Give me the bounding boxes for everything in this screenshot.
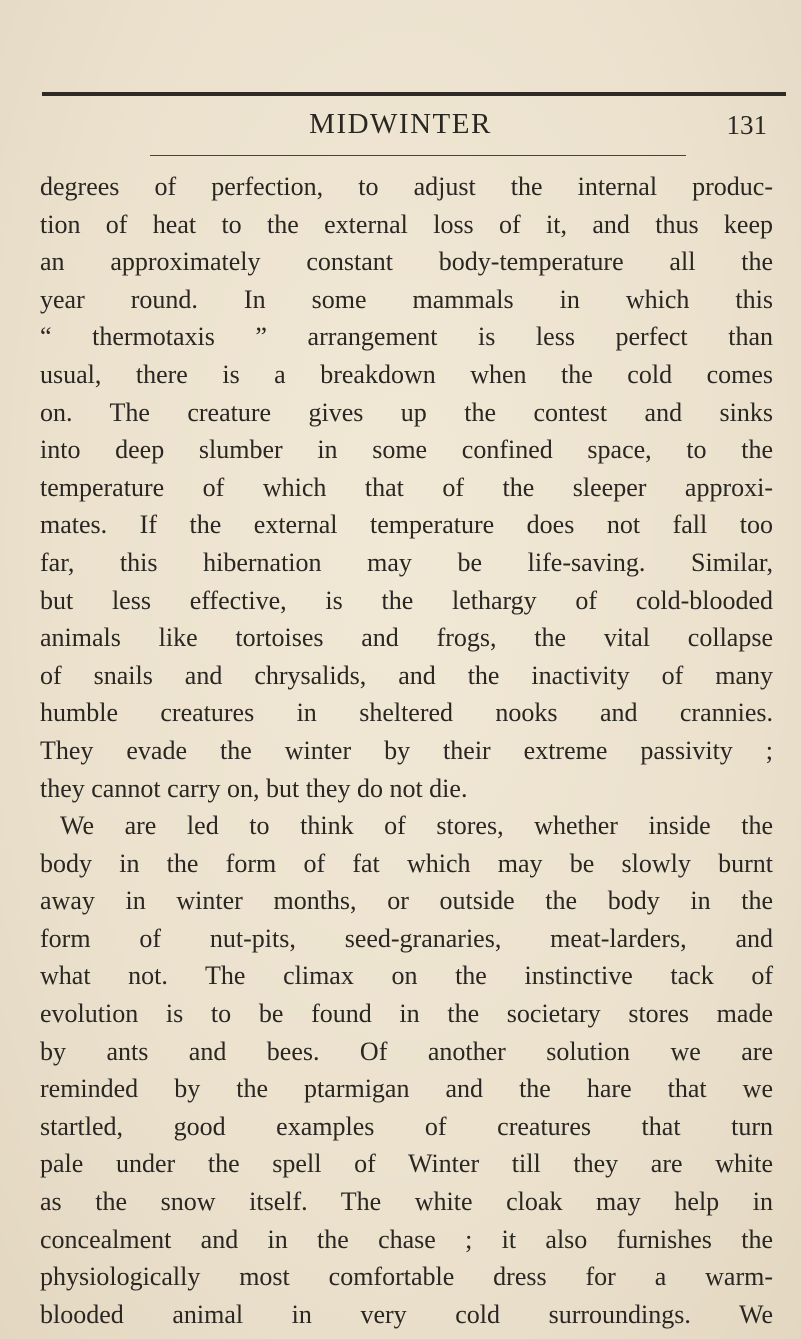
text-line: but less effective, is the lethargy of cold-blooded [40,585,773,615]
text-line: evolution is to be found in the societary stores made [40,999,773,1029]
text-line: “ thermotaxis ” arrangement is less perfect than [40,322,773,352]
header-rule [150,155,686,156]
text-line: form of nut-pits, seed-granaries, meat-larders, and [40,923,773,953]
text-line: reminded by the ptarmigan and the hare that we [40,1074,773,1104]
text-line: physiologically most comfortable dress for a warm- [40,1262,773,1292]
text-line: startled, good examples of creatures that turn [40,1111,773,1141]
text-line: into deep slumber in some confined space, to the [40,435,773,465]
top-rule [42,92,786,96]
text-line: as the snow itself. The white cloak may help in [40,1187,773,1217]
text-line: by ants and bees. Of another solution we are [40,1036,773,1066]
text-line: degrees of perfection, to adjust the internal produc- [40,172,773,201]
text-line: what not. The climax on the instinctive tack of [40,961,773,991]
running-head [0,108,801,148]
text-line: body in the form of fat which may be slowly burnt [40,848,773,878]
text-line: humble creatures in sheltered nooks and crannies. [40,698,773,728]
text-line: concealment and in the chase ; it also furnishes the [40,1224,773,1254]
text-line: blooded animal in very cold surroundings. We [40,1299,773,1329]
text-line: temperature of which that of the sleeper approxi- [40,472,773,502]
text-line: usual, there is a breakdown when the cold comes [40,359,773,389]
text-line: tion of heat to the external loss of it, and thus keep [40,209,773,239]
paragraph-start-line: We are led to think of stores, whether inside the [60,811,773,841]
text-line: far, this hibernation may be life-saving. Similar, [40,547,773,577]
text-line: of snails and chrysalids, and the inactivity of many [40,660,773,690]
text-line: year round. In some mammals in which this [40,284,773,314]
text-line: They evade the winter by their extreme passivity ; [40,735,773,765]
body-text [40,168,773,1333]
text-line: mates. If the external temperature does not fall too [40,510,773,540]
running-title: MIDWINTER [309,108,492,140]
text-line: an approximately constant body-temperature all the [40,247,773,277]
text-line: away in winter months, or outside the body in the [40,886,773,916]
text-line: on. The creature gives up the contest and sinks [40,397,773,427]
text-line: animals like tortoises and frogs, the vital collapse [40,623,773,653]
text-line: pale under the spell of Winter till they are white [40,1149,773,1179]
text-line: they cannot carry on, but they do not die. [40,773,468,803]
page-number: 131 [726,110,767,140]
